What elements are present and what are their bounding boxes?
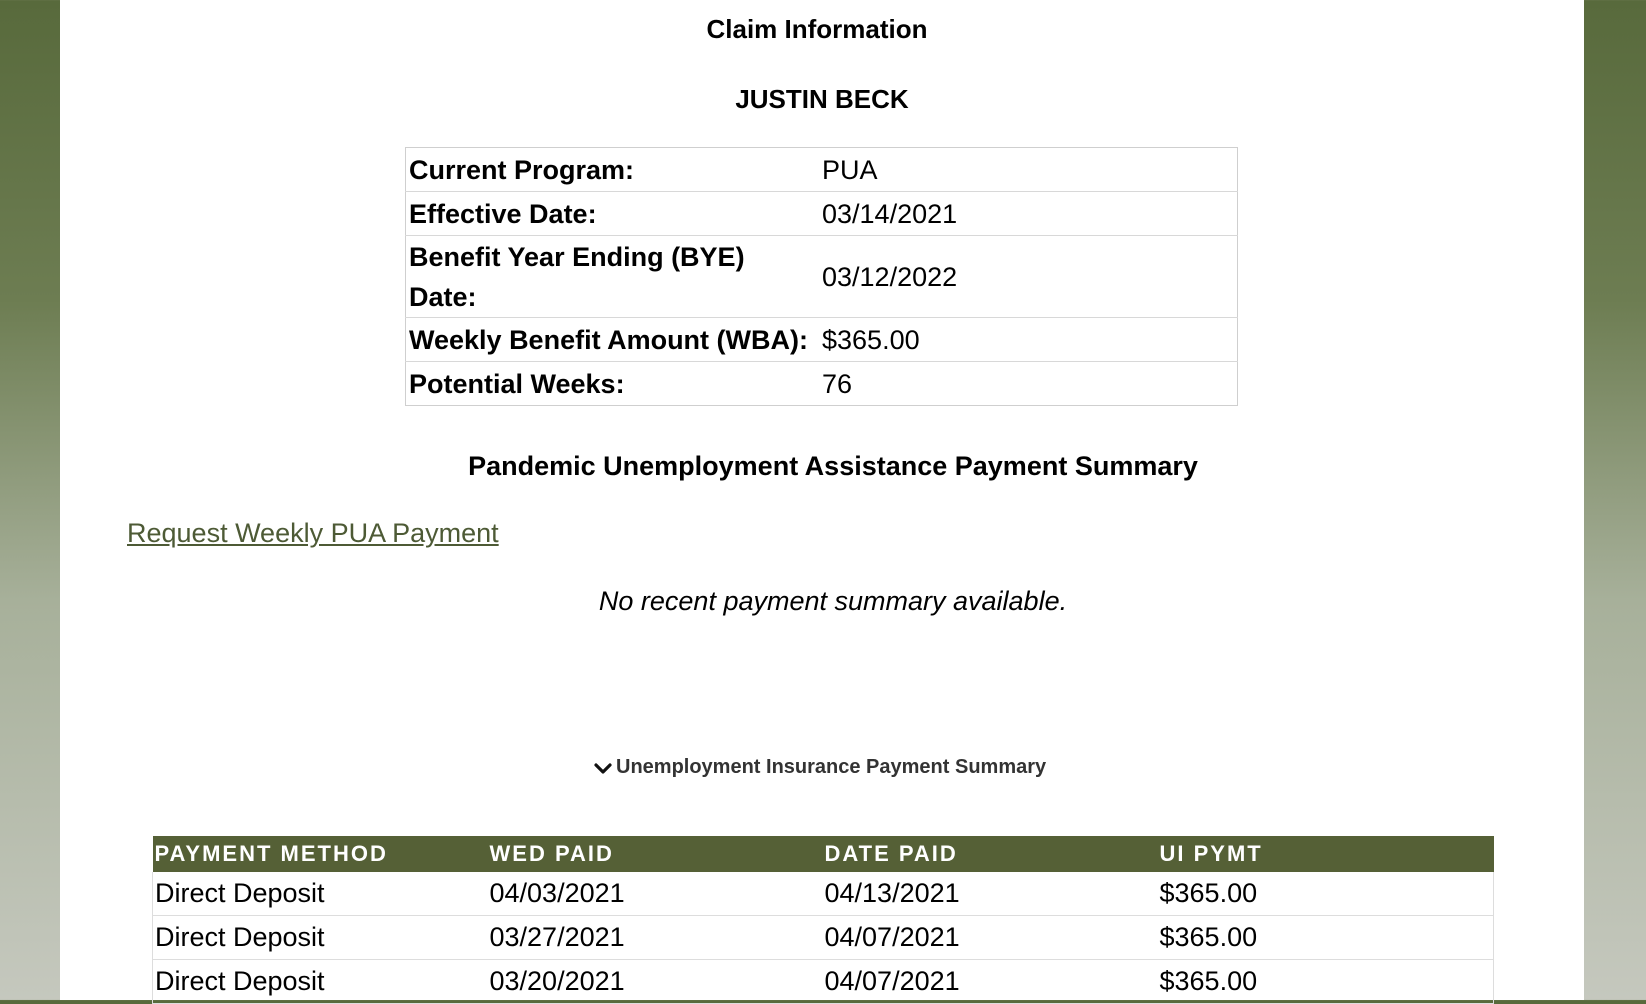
info-value: 03/12/2022 (813, 236, 1238, 318)
wed-paid-cell: 03/20/2021 (488, 960, 823, 1004)
info-row (406, 148, 1238, 192)
info-label: Current Program: (409, 154, 635, 185)
pua-summary-heading: Pandemic Unemployment Assistance Payment Summary (468, 451, 1198, 481)
chevron-down-icon (594, 759, 612, 777)
payment-method-cell: Direct Deposit (153, 960, 488, 1004)
claim-info-heading: Claim Information (706, 14, 928, 44)
wed-paid-cell: 03/27/2021 (488, 916, 823, 960)
request-pua-payment-link[interactable]: Request Weekly PUA Payment (127, 518, 499, 548)
info-value: $365.00 (813, 318, 1238, 362)
info-row (406, 192, 1238, 236)
date-paid-cell: 04/07/2021 (823, 916, 1158, 960)
column-header-ui-pymt: UI PYMT (1158, 836, 1494, 872)
info-row (406, 362, 1238, 406)
info-label: Benefit Year Ending (BYE) Date: (406, 236, 814, 318)
info-row (406, 236, 1238, 318)
payment-method-cell: Direct Deposit (153, 872, 488, 916)
column-header-date-paid: DATE PAID (823, 836, 1158, 872)
info-value: 76 (813, 362, 1238, 406)
ui-payment-table (152, 836, 1494, 1004)
payment-method-cell: Direct Deposit (153, 916, 488, 960)
date-paid-cell: 04/07/2021 (823, 960, 1158, 1004)
table-row (153, 872, 1494, 916)
empty-summary-message: No recent payment summary available. (598, 586, 1068, 616)
ui-summary-toggle-label: Unemployment Insurance Payment Summary (616, 756, 1047, 778)
main-page (60, 0, 1584, 1000)
table-header-row (153, 836, 1494, 872)
info-row (406, 318, 1238, 362)
info-value: 03/14/2021 (813, 192, 1238, 236)
ui-summary-toggle[interactable] (594, 756, 1046, 779)
ui-payment-cell: $365.00 (1158, 916, 1494, 960)
info-label: Effective Date: (406, 192, 814, 236)
table-row (153, 916, 1494, 960)
ui-payment-cell: $365.00 (1158, 872, 1494, 916)
wed-paid-cell: 04/03/2021 (488, 872, 823, 916)
column-header-payment-method: PAYMENT METHOD (153, 836, 488, 872)
date-paid-cell: 04/13/2021 (823, 872, 1158, 916)
info-value: PUA (822, 154, 878, 185)
info-label: Potential Weeks: (406, 362, 814, 406)
table-row (153, 960, 1494, 1004)
claim-info-table (405, 147, 1238, 406)
column-header-wed-paid: WED PAID (488, 836, 823, 872)
claimant-name: JUSTIN BECK (735, 84, 909, 114)
ui-payment-cell: $365.00 (1158, 960, 1494, 1004)
info-label: Weekly Benefit Amount (WBA): (406, 318, 814, 362)
